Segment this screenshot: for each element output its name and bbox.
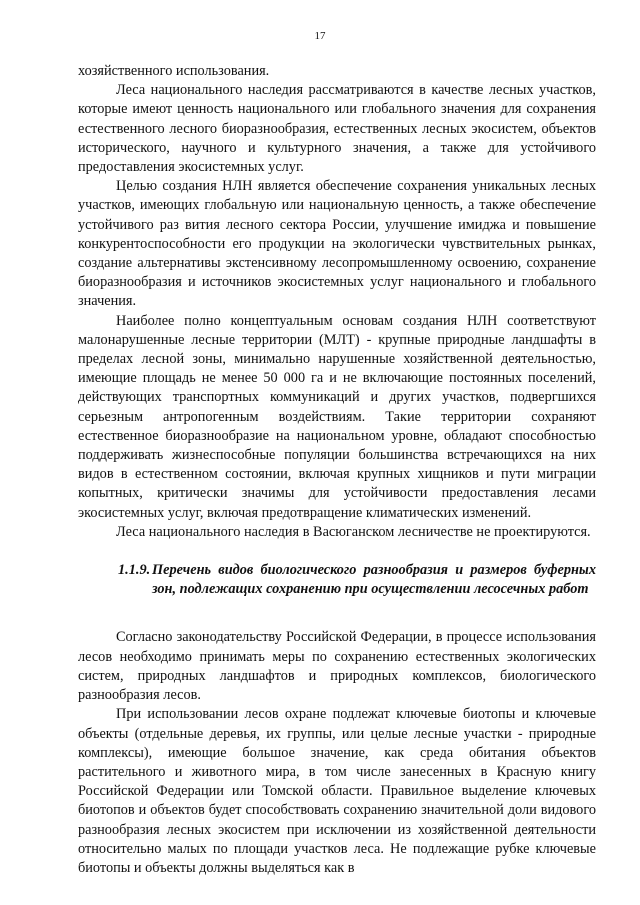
paragraph: Целью создания НЛН является обеспечение сохранения уникальных лесных участков, имеющих глобальную или национальную ценность, а также обеспечение устойчивого раз вития лесного сектора России, улучшение имиджа и повышение конкурентоспособности его продукции на экологически чувствительных рынках, создание альтернативы экстенсивному лесопромышленному освоению, сохранение биоразнообразия и источников экосистемных услуг национального и глобального значения. [78, 178, 596, 310]
page-number: 17 [314, 30, 326, 42]
paragraph: Леса национального наследия рассматриваются в качестве лесных участков, которые имеют ценность национального или глобального значения для сохранения естественного лесного биоразнообразия, естественных лесных экосистем, объектов исторического, научного и культурного значения, а также для устойчивого предоставления экосистемных услуг. [78, 82, 596, 176]
section-heading [78, 561, 596, 599]
paragraph: При использовании лесов охране подлежат ключевые биотопы и ключевые объекты (отдельные деревья, их группы, или целые лесные участки - природные комплексы), имеющие большое значение, как среда обитания объектов растительного и животного мира, в том числе занесенных в Красную книгу Российской Федерации или Томской области. Правильное выделение ключевых биотопов и объектов будет способствовать сохранению значительной доли видового разнообразия лесных экосистем при исключении из хозяйственной деятельности относительно малых по площади участков леса. Не подлежащие рубке ключевые биотопы и объекты должны выделяться как в [78, 706, 596, 876]
paragraph: хозяйственного использования. [78, 63, 270, 79]
paragraph: Наиболее полно концептуальным основам создания НЛН соответствуют малонарушенные лесные территории (МЛТ) - крупные природные ландшафты в пределах лесной зоны, минимально нарушенные хозяйственной деятельностью, имеющие площадь не менее 50 000 га и не включающие постоянных поселений, действующих транспортных коммуникаций и других участков, подвергшихся серьезным антропогенным воздействиям. Такие территории сохраняют естественное биоразнообразие на национальном уровне, обладают способностью поддерживать жизнеспособные популяции большинства встречающихся на них видов в естественном состоянии, включая крупных хищников и пути миграции копытных, критически значимы для устойчивости предоставления лесами экосистемных услуг, включая предотвращение климатических изменений. [78, 312, 596, 521]
paragraph: Леса национального наследия в Васюганском лесничестве не проектируются. [116, 523, 591, 540]
spacer [78, 599, 596, 628]
section-title: Перечень видов биологического разнообразия и размеров буферных зон, подлежащих сохранению при осуществлении лесосечных работ [152, 562, 596, 598]
body-text [78, 62, 596, 878]
section-number: 1.1.9. [118, 562, 151, 579]
paragraph: Согласно законодательству Российской Федерации, в процессе использования лесов необходимо принимать меры по сохранению естественных экологических систем, природных ландшафтов и природных комплексов, биологического разнообразия лесов. [78, 629, 596, 704]
